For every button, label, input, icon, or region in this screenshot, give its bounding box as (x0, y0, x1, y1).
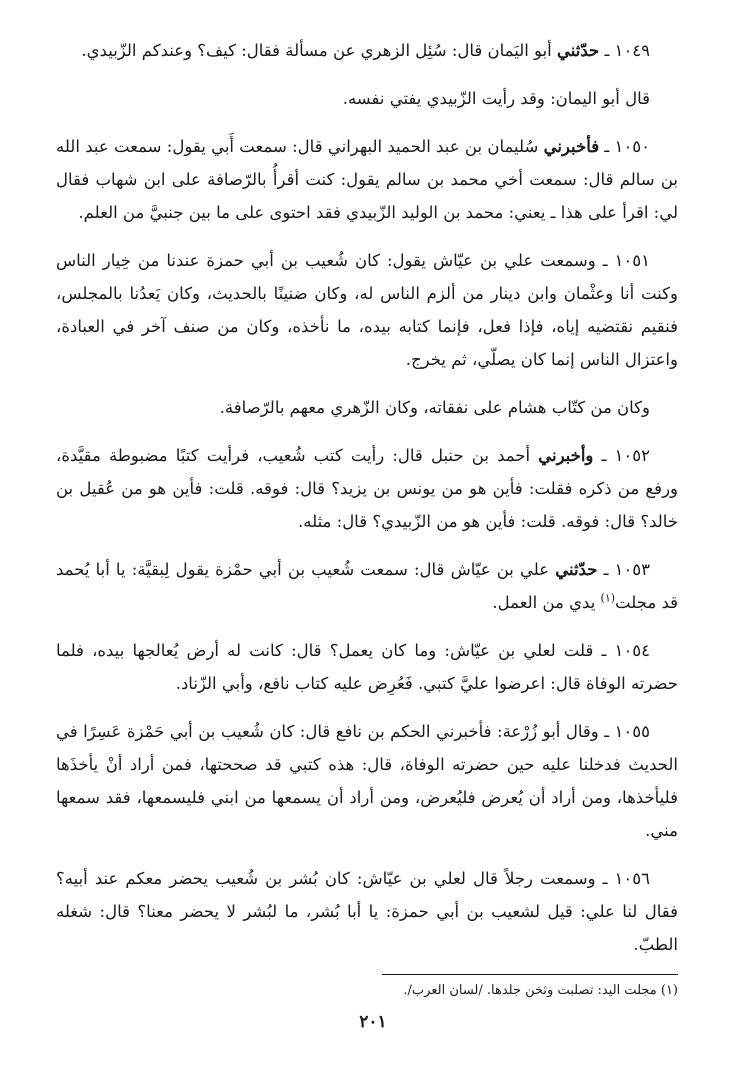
hadith-number: ١٠٥٥ ـ (604, 722, 650, 741)
paragraph-1056 (56, 862, 678, 961)
hadith-number: ١٠٤٩ ـ (604, 41, 650, 60)
paragraph-comment-1051 (56, 391, 678, 424)
paragraph-1054 (56, 634, 678, 700)
page-body (56, 34, 678, 976)
paragraph-text: وسمعت علي بن عيّاش يقول: كان شُعيب بن أبي حمزة عندنا من خِيار الناس وكنت أنا وعثْمان وابن دينار من ألزم الناس له، وكان ضنينًا بالحديث، وكان يَعدُنا بالمجلس، فنقيم نقتضيه إياه، فإذا فعل، فإنما كتابه بيده، ما نأخذه، وكان من صنف آخر في العبادة، واعتزال الناس إنما كان يصلّي، ثم يخرج. (56, 251, 678, 369)
paragraph-1053 (56, 553, 678, 619)
footnote: (١) مجلت اليد: تصلبت وثخن جلدها. /لسان العرب/. (403, 983, 678, 998)
paragraph-1055 (56, 715, 678, 847)
paragraph-1051 (56, 244, 678, 376)
paragraph-text: وكان من كتّاب هشام على نفقاته، وكان الزّهري معهم بالرّصافة. (219, 398, 650, 417)
narration-verb: حدّثني (555, 560, 598, 579)
paragraph-text: سُليمان بن عبد الحميد البهراني قال: سمعت أَبي يقول: سمعت عبد الله بن سالم قال: سمعت أخي محمد بن سالم يقول: كنت أقرأُ بالرّصافة على ابن شهاب فقال لي: اقرأ على هذا ـ يعني: محمد بن الوليد الزّبيدي فقد احتوى على ما بين جنبيَّ من العلم. (56, 137, 678, 222)
paragraph-text: أبو اليَمان قال: سُئِل الزهري عن مسألة فقال: كيف؟ وعندكم الزّبيدي. (81, 41, 552, 60)
paragraph-text: أحمد بن حنبل قال: رأيت كتب شُعيب، فرأيت كتبًا مضبوطة مقيَّدة، ورفع من ذكره فقلت: فأين هو من يونس بن يزيد؟ قال: فوقه. قلت: فأين هو من عُقيل بن خالد؟ قال: فوقه. قلت: فأين هو من الزّبيدي؟ قال: مثله. (56, 446, 678, 531)
paragraph-1049 (56, 34, 678, 67)
hadith-number: ١٠٥٠ ـ (604, 137, 650, 156)
hadith-number: ١٠٥٤ ـ (601, 641, 650, 660)
hadith-number: ١٠٥٣ ـ (603, 560, 650, 579)
paragraph-text: وسمعت رجلاً قال لعلي بن عيّاش: كان بُشر بن شُعيب يحضر معكم عند أبيه؟ فقال لنا علي: قيل لشعيب بن أبي حمزة: يا أبا بُشر، ما لبُشر لا يحضر معنا؟ قال: شغله الطبّ. (56, 869, 678, 954)
paragraph-text-after: يدي من العمل. (492, 593, 601, 612)
narration-verb: وأخبرني (538, 446, 594, 465)
paragraph-1052 (56, 439, 678, 538)
paragraph-text: وقال أبو زُرْعة: فأخبرني الحكم بن نافع قال: كان شُعيب بن أبي حَمْزة عَسِرًا في الحديث فدخلنا عليه حين حضرته الوفاة، قال: هذه كتبي قد صححتها، فمن أراد أنْ يأخذَها فليأخذها، ومن أراد أن يُعرض فليُعرض، ومن أراد أن يسمعها من ابني فليسمعها، فقد سمعها مني. (56, 722, 678, 840)
paragraph-text: قال أبو اليمان: وقد رأيت الزّبيدي يفتي نفسه. (342, 89, 650, 108)
page-number: ٢٠١ (359, 1012, 387, 1032)
paragraph-comment-1049 (56, 82, 678, 115)
paragraph-1050 (56, 130, 678, 229)
narration-verb: فأخبرني (543, 137, 600, 156)
hadith-number: ١٠٥٦ ـ (602, 869, 650, 888)
narration-verb: حدّثني (557, 41, 600, 60)
hadith-number: ١٠٥١ ـ (602, 251, 650, 270)
paragraph-text: قلت لعلي بن عيّاش: وما كان يعمل؟ قال: كانت له أرض يُعالجها بيده، فلما حضرته الوفاة قال: اعرضوا عليَّ كتبي. فَعُرِض عليه كتاب نافع، وأبي الزّناد. (56, 641, 678, 693)
hadith-number: ١٠٥٢ ـ (601, 446, 650, 465)
footnote-reference[interactable]: (١) (600, 591, 616, 605)
footnote-divider (382, 974, 678, 975)
paragraph-text: علي بن عيّاش قال: سمعت شُعيب بن أبي حمْزة يقول لِبقيَّة: يا أبا يُحمد قد مجلت (56, 560, 678, 612)
